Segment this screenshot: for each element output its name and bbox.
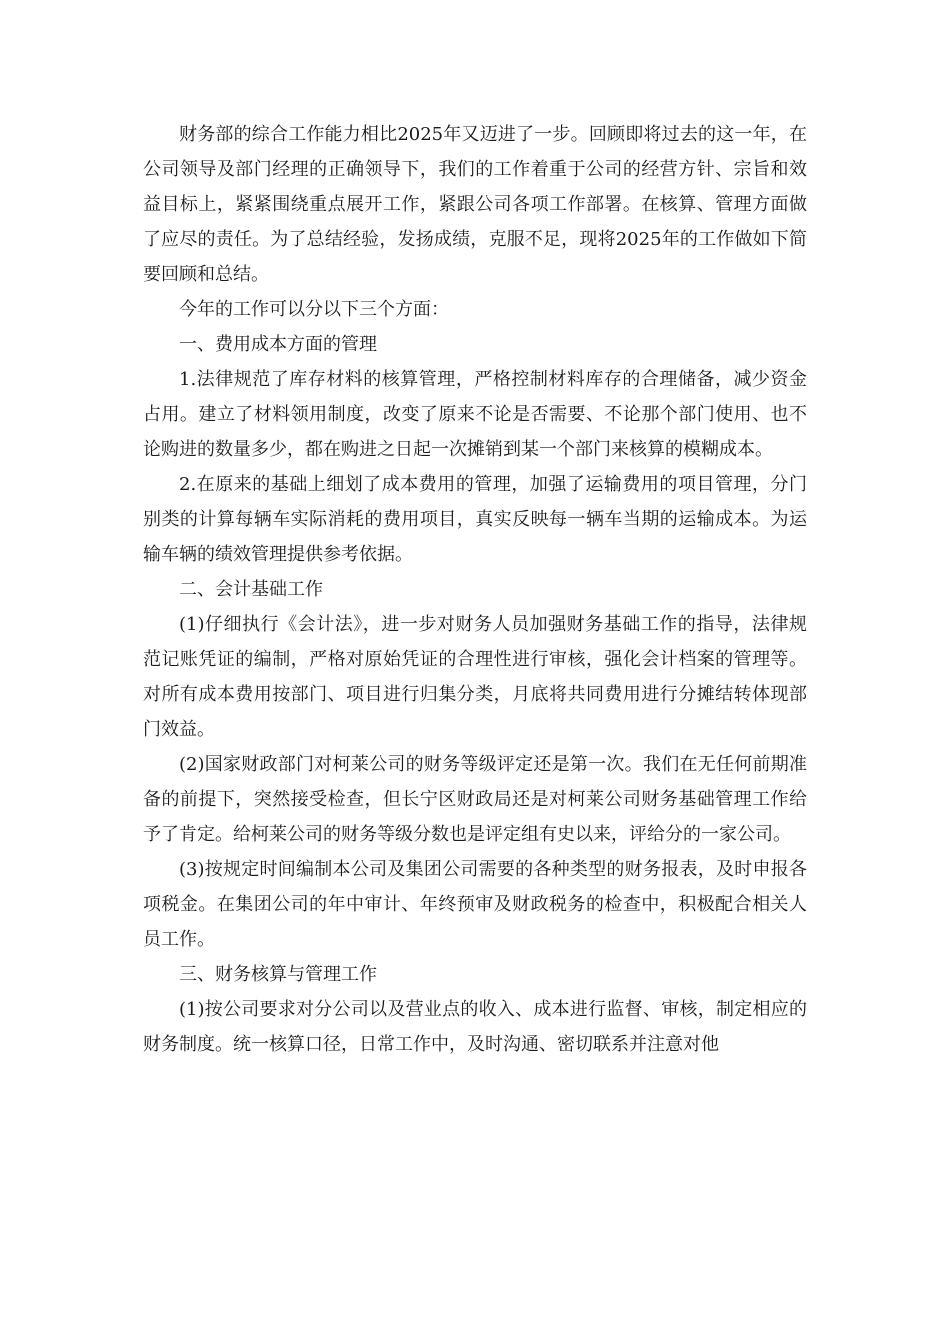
overview-paragraph: 今年的工作可以分以下三个方面： <box>179 299 449 320</box>
cost-item-1-paragraph: 1.法律规范了库存材料的核算管理，严格控制材料库存的合理储备，减少资金占用。建立了材料领用制度，改变了原来不论是否需要、不论那个部门使用、也不论购进的数量多少，都在购进之日起一次摊销到某一个部门来核算的模糊成本。 <box>143 369 807 460</box>
accounting-item-2-paragraph: (2)国家财政部门对柯莱公司的财务等级评定还是第一次。我们在无任何前期准备的前提下，突然接受检查，但长宁区财政局还是对柯莱公司财务基础管理工作给予了肯定。给柯莱公司的财务等级分数也是评定组有史以来，评给分的一家公司。 <box>143 754 807 845</box>
financial-item-1-paragraph: (1)按公司要求对分公司以及营业点的收入、成本进行监督、审核，制定相应的财务制度。统一核算口径，日常工作中，及时沟通、密切联系并注意对他 <box>143 999 807 1055</box>
accounting-item-1-paragraph: (1)仔细执行《会计法》，进一步对财务人员加强财务基础工作的指导，法律规范记账凭证的编制，严格对原始凭证的合理性进行审核，强化会计档案的管理等。对所有成本费用按部门、项目进行归集分类，月底将共同费用进行分摊结转体现部门效益。 <box>143 614 807 740</box>
section-heading-cost-management: 一、费用成本方面的管理 <box>179 334 377 355</box>
cost-item-2-paragraph: 2.在原来的基础上细划了成本费用的管理，加强了运输费用的项目管理，分门别类的计算每辆车实际消耗的费用项目，真实反映每一辆车当期的运输成本。为运输车辆的绩效管理提供参考依据。 <box>143 474 807 565</box>
section-heading-financial-accounting: 三、财务核算与管理工作 <box>179 964 377 985</box>
section-heading-accounting-basics: 二、会计基础工作 <box>179 579 323 600</box>
accounting-item-3-paragraph: (3)按规定时间编制本公司及集团公司需要的各种类型的财务报表，及时申报各项税金。在集团公司的年中审计、年终预审及财政税务的检查中，积极配合相关人员工作。 <box>143 859 807 950</box>
intro-paragraph: 财务部的综合工作能力相比2025年又迈进了一步。回顾即将过去的这一年，在公司领导及部门经理的正确领导下，我们的工作着重于公司的经营方针、宗旨和效益目标上，紧紧围绕重点展开工作，紧跟公司各项工作部署。在核算、管理方面做了应尽的责任。为了总结经验，发扬成绩，克服不足，现将2025年的工作做如下简要回顾和总结。 <box>143 124 807 285</box>
document-body <box>143 117 807 1062</box>
